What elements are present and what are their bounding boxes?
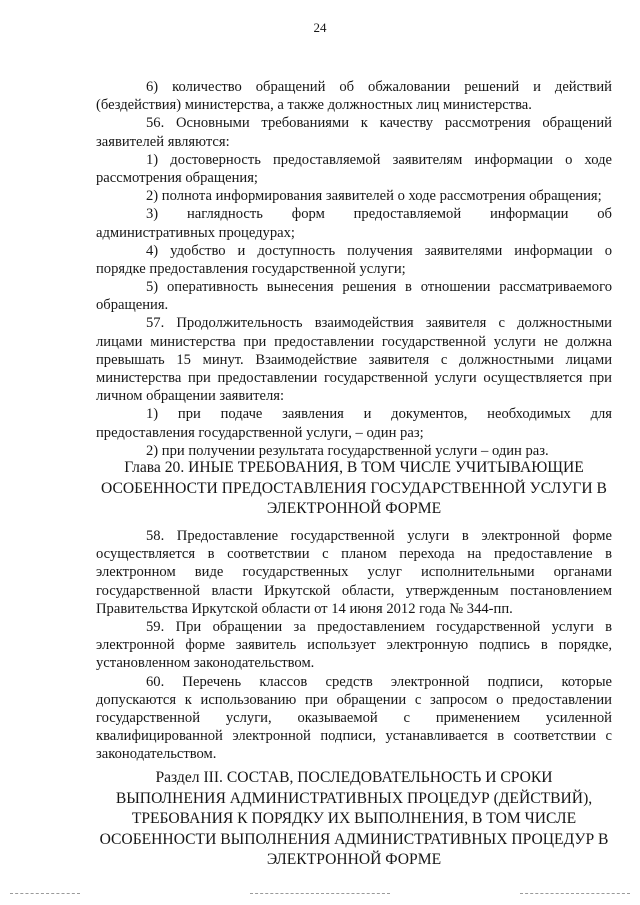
paragraphs-56-57 [96, 78, 612, 460]
text-line: административных процедурах; [96, 224, 295, 241]
text-line: лицами министерства при предоставлении государственной услуги не должна [96, 333, 612, 350]
text-line: 2) полнота информирования заявителей о ходе рассмотрения обращения; [146, 188, 602, 205]
text-line: 6) количество обращений об обжаловании решений и действий [146, 79, 612, 95]
heading-line: ВЫПОЛНЕНИЯ АДМИНИСТРАТИВНЫХ ПРОЦЕДУР (ДЕЙСТВИЙ), [115, 789, 593, 807]
text-line: (бездействия) министерства, а также должностных лиц министерства. [96, 97, 532, 114]
text-line: электронном виде государственных услуг исполнительными органами [96, 564, 612, 581]
text-line: квалифицированной электронной подписи, устанавливается в соответствии с [96, 728, 612, 745]
text-line: превышать 15 минут. Взаимодействие заявителя с должностными лицами [96, 351, 612, 368]
text-line: 57. Продолжительность взаимодействия заявителя с должностными [146, 315, 612, 332]
text-line: 2) при получении результата государственной услуги – один раз. [146, 442, 549, 459]
text-line: государственной власти Иркутской области, утвержденным постановлением [96, 582, 612, 599]
text-line: 1) при подаче заявления и документов, необходимых для [146, 406, 612, 423]
heading-line: ЭЛЕКТРОННОЙ ФОРМЕ [266, 851, 442, 868]
chapter-20-heading [96, 458, 612, 520]
text-line: 3) наглядность форм предоставляемой информации об [146, 206, 612, 223]
heading-line: ЭЛЕКТРОННОЙ ФОРМЕ [266, 500, 442, 517]
text-line: Правительства Иркутской области от 14 июня 2012 года № 344-пп. [96, 600, 513, 617]
scan-artifact [520, 893, 630, 895]
heading-line: Глава 20. ИНЫЕ ТРЕБОВАНИЯ, В ТОМ ЧИСЛЕ УЧИТЫВАЮЩИЕ [124, 459, 584, 476]
text-line: законодательством. [96, 746, 217, 763]
text-line: министерства при предоставлении государственной услуги осуществляется при [96, 370, 612, 386]
heading-line: Раздел III. СОСТАВ, ПОСЛЕДОВАТЕЛЬНОСТЬ И СРОКИ [155, 769, 553, 786]
page-number: 24 [313, 20, 327, 35]
heading-line: ОСОБЕННОСТИ ВЫПОЛНЕНИЯ АДМИНИСТРАТИВНЫХ ПРОЦЕДУР В [99, 830, 609, 848]
text-line: заявителей являются: [96, 133, 230, 150]
text-line: электронной форме заявитель использует электронную подпись в порядке, [96, 637, 612, 654]
text-line: 1) достоверность предоставляемой заявителям информации о ходе [146, 151, 612, 168]
paragraphs-58-60 [96, 527, 612, 763]
text-line: 5) оперативность вынесения решения в отношении рассматриваемого [146, 279, 612, 296]
text-line: предоставления государственной услуги, – один раз; [96, 424, 424, 441]
text-line: 58. Предоставление государственной услуги в электронной форме [146, 528, 612, 544]
text-line: 60. Перечень классов средств электронной подписи, которые [146, 673, 612, 690]
text-line: рассмотрения обращения; [96, 169, 258, 186]
scan-artifact [250, 893, 390, 895]
text-line: осуществляется в соответствии с планом перехода на предоставление в [96, 546, 612, 563]
text-line: государственной услуги, оказываемой с применением усиленной [96, 709, 612, 726]
text-line: обращения. [96, 297, 169, 314]
text-line: порядке предоставления государственной услуги; [96, 260, 406, 277]
heading-line: ТРЕБОВАНИЯ К ПОРЯДКУ ИХ ВЫПОЛНЕНИЯ, В ТОМ ЧИСЛЕ [131, 810, 577, 827]
scan-artifact [10, 893, 80, 895]
text-line: личном обращении заявителя: [96, 388, 284, 405]
heading-line: ОСОБЕННОСТИ ПРЕДОСТАВЛЕНИЯ ГОСУДАРСТВЕННОЙ УСЛУГИ В [101, 479, 607, 497]
text-line: допускаются к использованию при обращении с запросом о предоставлении [96, 691, 612, 708]
text-line: 4) удобство и доступность получения заявителями информации о [146, 242, 612, 259]
section-3-heading [96, 768, 612, 871]
text-line: 59. При обращении за предоставлением государственной услуги в [146, 618, 612, 635]
text-line: установленном законодательством. [96, 655, 315, 672]
text-line: 56. Основными требованиями к качеству рассмотрения обращений [146, 115, 612, 132]
